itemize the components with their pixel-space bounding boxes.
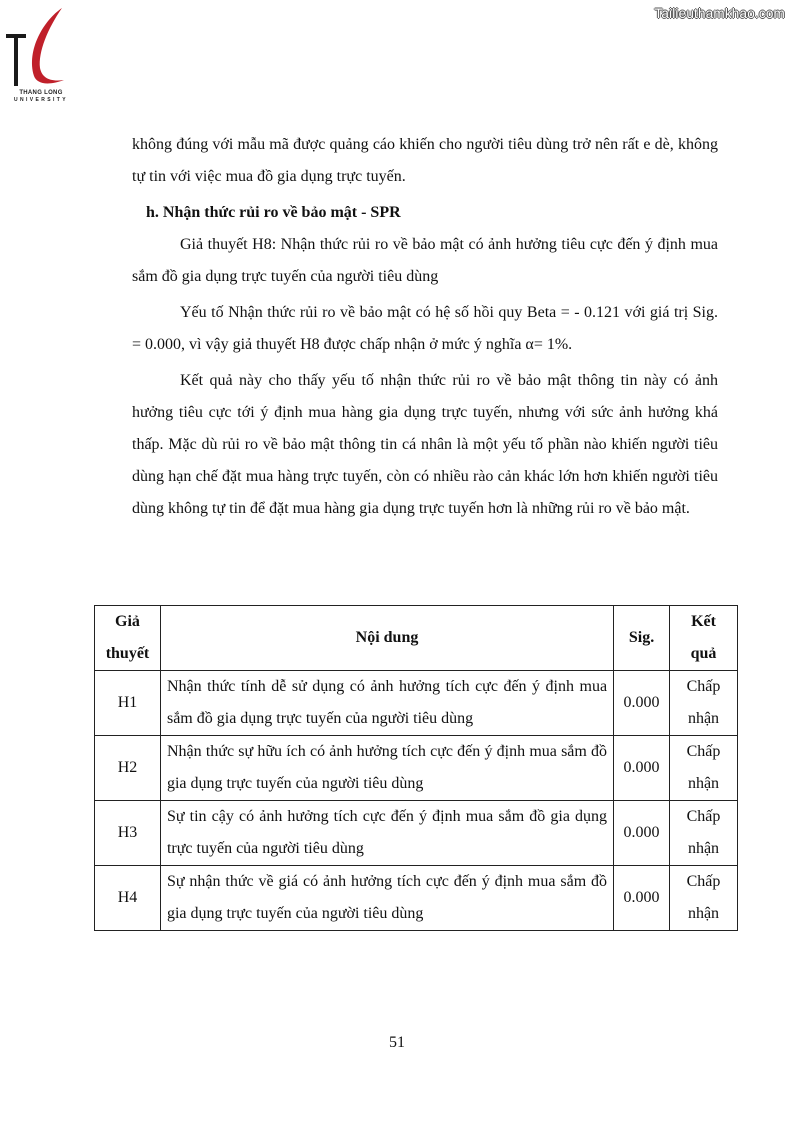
row-content: Sự nhận thức về giá có ảnh hưởng tích cực đến ý định mua sắm đồ gia dụng trực tuyến của người tiêu dùng bbox=[160, 866, 613, 931]
thang-long-logo-icon bbox=[4, 6, 76, 88]
row-hypothesis-id: H4 bbox=[95, 866, 161, 931]
logo-sub: UNIVERSITY bbox=[13, 97, 68, 103]
row-result-line1: Chấp bbox=[686, 743, 721, 760]
header-result-line2: quả bbox=[690, 645, 717, 662]
table-row bbox=[95, 801, 738, 866]
watermark-text: Tailieuthamkhao.com bbox=[654, 6, 785, 21]
row-result-line1: Chấp bbox=[686, 678, 721, 695]
table-row bbox=[95, 671, 738, 736]
hypothesis-table bbox=[94, 605, 738, 931]
row-sig: 0.000 bbox=[614, 866, 670, 931]
header-content: Nội dung bbox=[160, 606, 613, 671]
university-logo bbox=[4, 6, 76, 104]
paragraph-regression: Yếu tố Nhận thức rủi ro về bảo mật có hệ số hồi quy Beta = - 0.121 với giá trị Sig. = 0.000, vì vậy giả thuyết H8 được chấp nhận ở mức ý nghĩa α= 1%. bbox=[132, 304, 718, 353]
row-sig: 0.000 bbox=[614, 801, 670, 866]
row-hypothesis-id: H1 bbox=[95, 671, 161, 736]
header-sig: Sig. bbox=[614, 606, 670, 671]
table-row bbox=[95, 866, 738, 931]
row-content: Nhận thức tính dễ sử dụng có ảnh hưởng tích cực đến ý định mua sắm đồ gia dụng trực tuyến của người tiêu dùng bbox=[160, 671, 613, 736]
paragraph-result: Kết quả này cho thấy yếu tố nhận thức rủi ro về bảo mật thông tin này có ảnh hưởng tiêu cực tới ý định mua hàng gia dụng trực tuyến, nhưng với sức ảnh hưởng khá thấp. Mặc dù rủi ro về bảo mật thông tin cá nhân là một yếu tố phần nào khiến người tiêu dùng hạn chế đặt mua hàng trực tuyến, còn có nhiều rào cản khác lớn hơn khiến người tiêu dùng không tự tin để đặt mua hàng gia dụng trực tuyến hơn là những rủi ro về bảo mật. bbox=[132, 372, 718, 517]
row-sig: 0.000 bbox=[614, 671, 670, 736]
row-result bbox=[670, 736, 738, 801]
paragraph-continuation: không đúng với mẫu mã được quảng cáo khiến cho người tiêu dùng trở nên rất e dè, không tự tin với việc mua đồ gia dụng trực tuyến. bbox=[132, 136, 718, 185]
row-result-line2: nhận bbox=[687, 710, 720, 727]
header-result-line1: Kết bbox=[691, 613, 716, 630]
row-result-line2: nhận bbox=[687, 905, 720, 922]
header-result bbox=[670, 606, 738, 671]
table-header-row bbox=[95, 606, 738, 671]
body-text bbox=[132, 129, 718, 525]
row-result-line1: Chấp bbox=[686, 873, 721, 890]
row-hypothesis-id: H2 bbox=[95, 736, 161, 801]
row-sig: 0.000 bbox=[614, 736, 670, 801]
row-result-line2: nhận bbox=[687, 840, 720, 857]
row-result bbox=[670, 671, 738, 736]
row-result-line2: nhận bbox=[687, 775, 720, 792]
row-content: Nhận thức sự hữu ích có ảnh hưởng tích cực đến ý định mua sắm đồ gia dụng trực tuyến của người tiêu dùng bbox=[160, 736, 613, 801]
row-hypothesis-id: H3 bbox=[95, 801, 161, 866]
page-number: 51 bbox=[389, 1034, 405, 1051]
header-hypothesis-line1: Giả bbox=[115, 613, 140, 630]
paragraph-hypothesis: Giả thuyết H8: Nhận thức rủi ro về bảo mật có ảnh hưởng tiêu cực đến ý định mua sắm đồ gia dụng trực tuyến của người tiêu dùng bbox=[132, 236, 718, 285]
header-hypothesis bbox=[95, 606, 161, 671]
table-row bbox=[95, 736, 738, 801]
section-heading: h. Nhận thức rủi ro về bảo mật - SPR bbox=[146, 204, 401, 221]
row-result bbox=[670, 801, 738, 866]
row-result-line1: Chấp bbox=[686, 808, 721, 825]
row-content: Sự tin cậy có ảnh hưởng tích cực đến ý định mua sắm đồ gia dụng trực tuyến của người tiêu dùng bbox=[160, 801, 613, 866]
row-result bbox=[670, 866, 738, 931]
header-hypothesis-line2: thuyết bbox=[105, 645, 150, 662]
logo-name: THANG LONG bbox=[19, 90, 63, 96]
